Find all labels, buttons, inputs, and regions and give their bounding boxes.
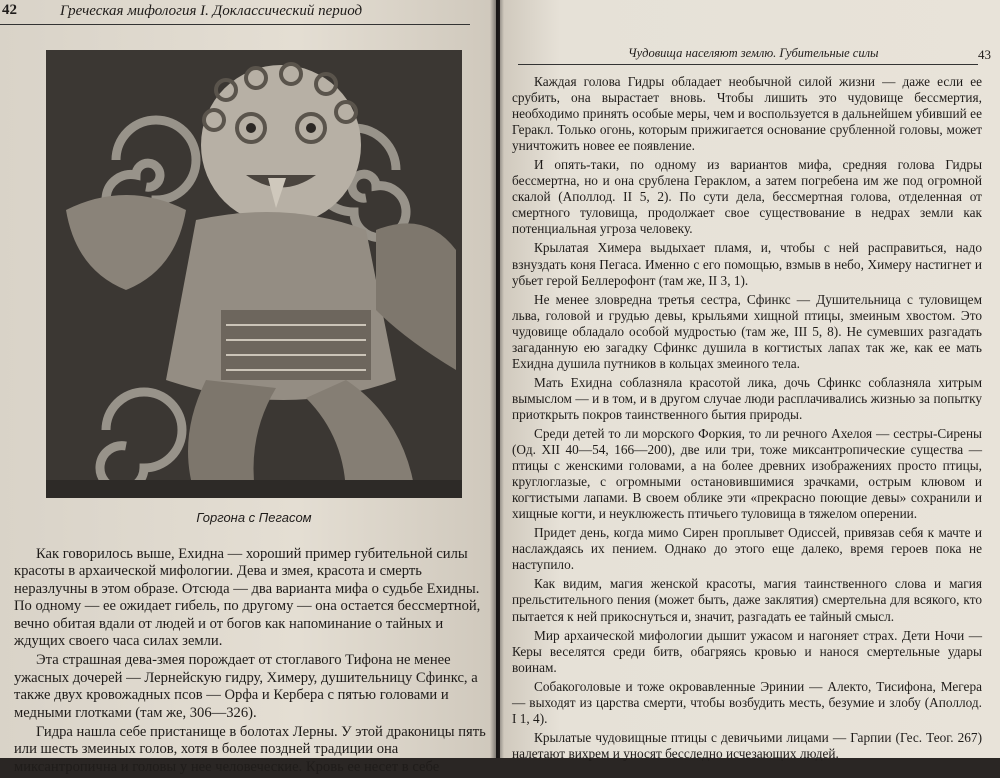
paragraph: Гидра нашла себе пристанище в болотах Лерны. У этой драконицы пять или шесть змеиных голов, хотя в более поздней традиции она миксантропична и головы у нее человеческие. Кровь ее несет в себе <box>14 724 486 775</box>
paragraph: Не менее зловредна третья сестра, Сфинкс — Душительница с туловищем льва, головой и грудью девы, крыльями хищной птицы, змеиным хвостом. Это чудовище обладало особой мудростью (там же, III 5, 8). Не сумевших разгадать загаданную ею загадку Сфинкс душила в когтистых лапах так же, как ее мать Ехидна душила путников в кольцах змеиного тела. <box>512 291 982 371</box>
paragraph: Придет день, когда мимо Сирен проплывет Одиссей, привязав себя к мачте и наслаждаясь их пением. Однако до этого еще далеко, время героев пока не наступило. <box>512 525 982 573</box>
paragraph: Каждая голова Гидры обладает необычной силой жизни — даже если ее срубить, она вырастает вновь. Чтобы лишить это чудовище бессмертия, необходимо принять особые меры, чем и воспользуется в дальнейшем убивший ее Геракл. Только огонь, которым прижигается основание срубленной головы, может уничтожить новее ее появление. <box>512 74 982 154</box>
left-header-rule <box>0 24 470 25</box>
left-page-number: 42 <box>2 2 17 18</box>
paragraph: Как говорилось выше, Ехидна — хороший пример губительной силы красоты в архаической мифологии. Дева и змея, красота и смерть неразлучны в этом образе. Отсюда — два варианта мифа о судьбе Ехидны. По одному — ее ожидает гибель, по другому — она остается бессмертной, вечно обитая вдали от людей и от богов как напоминание о тайных и ждущих своего часа силах земли. <box>14 546 481 650</box>
paragraph: Среди детей то ли морского Форкия, то ли речного Ахелоя — сестры-Сирены (Од. XII 40—54, 166—200), две или три, тоже миксантропические существа — птицы с женскими головами, а на более древних изображениях просто птицы, круглоглазые, с огромными остановившимися зрачками, острым клювом и когтистыми лапами. В своем облике эти «прекрасно поющие девы» сохранили и хищные когти, и неуклюжесть птичьего туловища в тяжелом оперении. <box>512 425 982 522</box>
paragraph: Как видим, магия женской красоты, магия таинственного слова и магия прельстительного пения (может быть, даже заклятия) смертельна для всякого, кто пытается к ней прикоснуться и, значит, разгадать ее тайный смысл. <box>512 576 982 624</box>
paragraph: Мир архаической мифологии дышит ужасом и нагоняет страх. Дети Ночи — Керы веселятся среди битв, обагряясь кровью и нанося смертельные удары воинам. <box>512 627 982 675</box>
paragraph: Собакоголовые и тоже окровавленные Эринии — Алекто, Тисифона, Мегера — выходят из царства смерти, чтобы возбудить месть, безумие и злобу (Аполлод. I 1, 4). <box>512 678 982 726</box>
right-running-head: Чудовища населяют землю. Губительные силы <box>628 46 879 60</box>
gorgon-relief-photo <box>46 50 462 498</box>
paragraph: Крылатая Химера выдыхает пламя, и, чтобы с ней расправиться, надо взнуздать коня Пегаса. Именно с его помощью, взмыв в небо, Химеру настигнет и убьет герой Беллерофонт (там же, II 3, 1). <box>512 240 982 288</box>
paragraph: Крылатые чудовищные птицы с девичьими лицами — Гарпии (Гес. Теог. 267) налетают вихрем и уносят бесследно исчезающих людей. <box>512 729 982 761</box>
left-page-body <box>14 546 494 778</box>
book-gutter <box>490 0 504 758</box>
right-page <box>500 0 1000 761</box>
paragraph: Эта страшная дева-змея порождает от стоглавого Тифона не менее ужасных дочерей — Лернейскую гидру, Химеру, душительницу Сфинкс, а также двух кровожадных псов — Орфа и Кербера с пятью головами и медными глотками (там же, 306—326). <box>14 652 478 721</box>
right-page-body <box>512 74 982 765</box>
figure-caption: Горгона с Пегасом <box>196 510 312 525</box>
right-page-number: 43 <box>978 47 991 62</box>
right-header-rule <box>518 64 978 65</box>
paragraph: И опять-таки, по одному из вариантов мифа, средняя голова Гидры бессмертна, но и она срублена Гераклом, а затем погребена им же под огромной скалой (Аполлод. II 5, 2). По сути дела, бессмертная голова, отделенная от смертного туловища, продолжает свое существование в недрах земли как потенциальная угроза человеку. <box>512 157 982 237</box>
left-running-head: Греческая мифология I. Доклассический период <box>60 3 363 19</box>
paragraph: Мать Ехидна соблазняла красотой лика, дочь Сфинкс соблазняла хитрым вымыслом — и в том, и в другом случае люди расплачивались жизнью за попытку приоткрыть покров таинственного бытия природы. <box>512 374 982 422</box>
left-page <box>0 0 496 775</box>
